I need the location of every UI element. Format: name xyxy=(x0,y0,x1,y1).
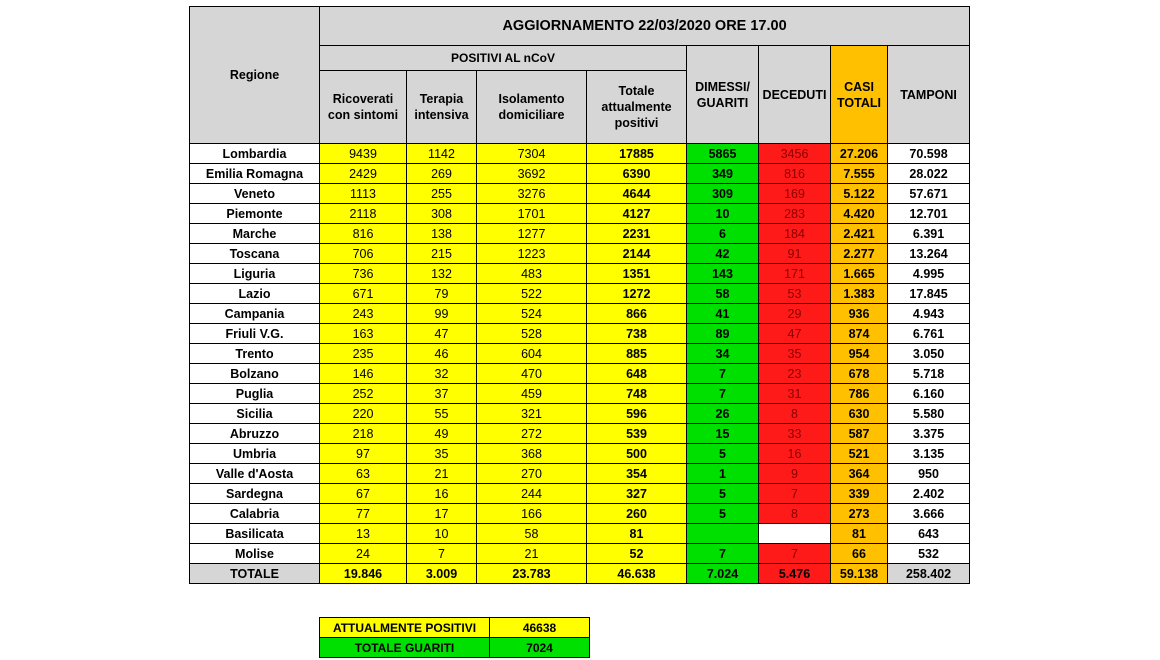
cell-regione: Veneto xyxy=(190,184,320,204)
cell-tamponi: 12.701 xyxy=(888,204,970,224)
summary-row-positivi xyxy=(320,618,590,638)
header-casi-totali: CASI TOTALI xyxy=(831,46,888,144)
cell-isolamento: 459 xyxy=(477,384,587,404)
summary-table xyxy=(319,617,590,658)
cell-casi-totali: 7.555 xyxy=(831,164,888,184)
cell-ricoverati: 671 xyxy=(320,284,407,304)
summary-positivi-value: 46638 xyxy=(490,618,590,638)
cell-ricoverati: 24 xyxy=(320,544,407,564)
cell-regione: Molise xyxy=(190,544,320,564)
cell-casi-totali: 630 xyxy=(831,404,888,424)
cell-casi-totali: 1.665 xyxy=(831,264,888,284)
cell-totale-positivi: 539 xyxy=(587,424,687,444)
cell-isolamento: 58 xyxy=(477,524,587,544)
cell-isolamento: 522 xyxy=(477,284,587,304)
cell-ricoverati: 19.846 xyxy=(320,564,407,584)
cell-casi-totali: 521 xyxy=(831,444,888,464)
cell-terapia: 55 xyxy=(407,404,477,424)
cell-dimessi: 349 xyxy=(687,164,759,184)
cell-totale-positivi: 738 xyxy=(587,324,687,344)
cell-casi-totali: 678 xyxy=(831,364,888,384)
cell-terapia: 99 xyxy=(407,304,477,324)
cell-tamponi: 28.022 xyxy=(888,164,970,184)
cell-terapia: 79 xyxy=(407,284,477,304)
cell-dimessi: 7 xyxy=(687,364,759,384)
total-row xyxy=(190,564,970,584)
cell-ricoverati: 235 xyxy=(320,344,407,364)
cell-totale-positivi: 500 xyxy=(587,444,687,464)
cell-tamponi: 5.718 xyxy=(888,364,970,384)
cell-ricoverati: 218 xyxy=(320,424,407,444)
cell-deceduti: 35 xyxy=(759,344,831,364)
cell-deceduti: 29 xyxy=(759,304,831,324)
cell-isolamento: 270 xyxy=(477,464,587,484)
cell-deceduti: 8 xyxy=(759,504,831,524)
cell-totale-positivi: 354 xyxy=(587,464,687,484)
cell-ricoverati: 816 xyxy=(320,224,407,244)
cell-deceduti: 7 xyxy=(759,544,831,564)
table-row xyxy=(190,144,970,164)
cell-totale-positivi: 6390 xyxy=(587,164,687,184)
cell-totale-positivi: 4644 xyxy=(587,184,687,204)
cell-dimessi: 42 xyxy=(687,244,759,264)
cell-deceduti: 16 xyxy=(759,444,831,464)
header-dimessi: DIMESSI/ GUARITI xyxy=(687,46,759,144)
cell-regione: Sicilia xyxy=(190,404,320,424)
cell-regione: TOTALE xyxy=(190,564,320,584)
header-terapia: Terapia intensiva xyxy=(407,71,477,144)
table-row xyxy=(190,164,970,184)
cell-deceduti: 31 xyxy=(759,384,831,404)
cell-dimessi: 309 xyxy=(687,184,759,204)
cell-casi-totali: 4.420 xyxy=(831,204,888,224)
cell-regione: Trento xyxy=(190,344,320,364)
cell-totale-positivi: 52 xyxy=(587,544,687,564)
cell-tamponi: 258.402 xyxy=(888,564,970,584)
cell-dimessi: 5 xyxy=(687,504,759,524)
cell-dimessi: 7 xyxy=(687,384,759,404)
cell-tamponi: 5.580 xyxy=(888,404,970,424)
table-row xyxy=(190,424,970,444)
cell-dimessi: 15 xyxy=(687,424,759,444)
cell-terapia: 37 xyxy=(407,384,477,404)
cell-isolamento: 524 xyxy=(477,304,587,324)
cell-dimessi: 10 xyxy=(687,204,759,224)
cell-tamponi: 3.050 xyxy=(888,344,970,364)
table-row xyxy=(190,324,970,344)
cell-isolamento: 3692 xyxy=(477,164,587,184)
cell-isolamento: 1701 xyxy=(477,204,587,224)
cell-terapia: 32 xyxy=(407,364,477,384)
cell-casi-totali: 954 xyxy=(831,344,888,364)
cell-ricoverati: 13 xyxy=(320,524,407,544)
cell-dimessi: 26 xyxy=(687,404,759,424)
cell-totale-positivi: 748 xyxy=(587,384,687,404)
cell-terapia: 47 xyxy=(407,324,477,344)
cell-isolamento: 483 xyxy=(477,264,587,284)
cell-totale-positivi: 46.638 xyxy=(587,564,687,584)
cell-totale-positivi: 327 xyxy=(587,484,687,504)
cell-dimessi: 7 xyxy=(687,544,759,564)
cell-dimessi: 5 xyxy=(687,444,759,464)
cell-casi-totali: 273 xyxy=(831,504,888,524)
cell-tamponi: 57.671 xyxy=(888,184,970,204)
cell-casi-totali: 2.421 xyxy=(831,224,888,244)
cell-tamponi: 3.135 xyxy=(888,444,970,464)
cell-tamponi: 532 xyxy=(888,544,970,564)
cell-dimessi: 7.024 xyxy=(687,564,759,584)
cell-isolamento: 470 xyxy=(477,364,587,384)
cell-isolamento: 1223 xyxy=(477,244,587,264)
table-row xyxy=(190,204,970,224)
cell-isolamento: 321 xyxy=(477,404,587,424)
cell-regione: Puglia xyxy=(190,384,320,404)
cell-casi-totali: 587 xyxy=(831,424,888,444)
cell-regione: Abruzzo xyxy=(190,424,320,444)
cell-tamponi: 3.666 xyxy=(888,504,970,524)
cell-terapia: 132 xyxy=(407,264,477,284)
cell-tamponi: 6.160 xyxy=(888,384,970,404)
cell-ricoverati: 146 xyxy=(320,364,407,384)
table-row xyxy=(190,304,970,324)
cell-casi-totali: 339 xyxy=(831,484,888,504)
cell-regione: Lombardia xyxy=(190,144,320,164)
cell-isolamento: 166 xyxy=(477,504,587,524)
cell-ricoverati: 243 xyxy=(320,304,407,324)
cell-dimessi: 5 xyxy=(687,484,759,504)
cell-regione: Liguria xyxy=(190,264,320,284)
cell-regione: Valle d'Aosta xyxy=(190,464,320,484)
cell-terapia: 49 xyxy=(407,424,477,444)
summary-guariti-value: 7024 xyxy=(490,638,590,658)
cell-isolamento: 272 xyxy=(477,424,587,444)
summary-row-guariti xyxy=(320,638,590,658)
table-row xyxy=(190,444,970,464)
table-row xyxy=(190,484,970,504)
header-regione: Regione xyxy=(190,7,320,144)
cell-regione: Umbria xyxy=(190,444,320,464)
cell-casi-totali: 66 xyxy=(831,544,888,564)
cell-casi-totali: 27.206 xyxy=(831,144,888,164)
cell-deceduti: 23 xyxy=(759,364,831,384)
summary-guariti-label: TOTALE GUARITI xyxy=(320,638,490,658)
cell-tamponi: 950 xyxy=(888,464,970,484)
cell-dimessi: 143 xyxy=(687,264,759,284)
header-isolamento: Isolamento domiciliare xyxy=(477,71,587,144)
table-body xyxy=(190,144,970,584)
cell-tamponi: 13.264 xyxy=(888,244,970,264)
cell-ricoverati: 706 xyxy=(320,244,407,264)
cell-totale-positivi: 4127 xyxy=(587,204,687,224)
cell-regione: Sardegna xyxy=(190,484,320,504)
cell-terapia: 16 xyxy=(407,484,477,504)
cell-tamponi: 643 xyxy=(888,524,970,544)
table-row xyxy=(190,524,970,544)
cell-deceduti xyxy=(759,524,831,544)
cell-ricoverati: 67 xyxy=(320,484,407,504)
cell-totale-positivi: 596 xyxy=(587,404,687,424)
cell-terapia: 46 xyxy=(407,344,477,364)
cell-terapia: 215 xyxy=(407,244,477,264)
cell-ricoverati: 77 xyxy=(320,504,407,524)
cell-dimessi: 58 xyxy=(687,284,759,304)
cell-tamponi: 3.375 xyxy=(888,424,970,444)
cell-regione: Toscana xyxy=(190,244,320,264)
cell-ricoverati: 1113 xyxy=(320,184,407,204)
table-row xyxy=(190,264,970,284)
cell-ricoverati: 736 xyxy=(320,264,407,284)
table-row xyxy=(190,464,970,484)
table-title: AGGIORNAMENTO 22/03/2020 ORE 17.00 xyxy=(320,7,970,46)
cell-dimessi: 89 xyxy=(687,324,759,344)
cell-terapia: 10 xyxy=(407,524,477,544)
cell-tamponi: 4.943 xyxy=(888,304,970,324)
cell-casi-totali: 1.383 xyxy=(831,284,888,304)
cell-ricoverati: 163 xyxy=(320,324,407,344)
cell-dimessi: 6 xyxy=(687,224,759,244)
cell-totale-positivi: 81 xyxy=(587,524,687,544)
cell-terapia: 308 xyxy=(407,204,477,224)
table-row xyxy=(190,544,970,564)
cell-ricoverati: 2429 xyxy=(320,164,407,184)
cell-tamponi: 17.845 xyxy=(888,284,970,304)
cell-regione: Campania xyxy=(190,304,320,324)
cell-regione: Marche xyxy=(190,224,320,244)
table-row xyxy=(190,284,970,304)
cell-casi-totali: 59.138 xyxy=(831,564,888,584)
cell-terapia: 17 xyxy=(407,504,477,524)
cell-isolamento: 604 xyxy=(477,344,587,364)
cell-dimessi: 41 xyxy=(687,304,759,324)
cell-tamponi: 2.402 xyxy=(888,484,970,504)
cell-deceduti: 5.476 xyxy=(759,564,831,584)
cell-totale-positivi: 1272 xyxy=(587,284,687,304)
cell-dimessi: 5865 xyxy=(687,144,759,164)
cell-deceduti: 283 xyxy=(759,204,831,224)
cell-totale-positivi: 17885 xyxy=(587,144,687,164)
cell-deceduti: 7 xyxy=(759,484,831,504)
cell-terapia: 255 xyxy=(407,184,477,204)
cell-ricoverati: 9439 xyxy=(320,144,407,164)
table-row xyxy=(190,384,970,404)
cell-isolamento: 368 xyxy=(477,444,587,464)
cell-ricoverati: 97 xyxy=(320,444,407,464)
cell-isolamento: 3276 xyxy=(477,184,587,204)
cell-terapia: 21 xyxy=(407,464,477,484)
cell-deceduti: 171 xyxy=(759,264,831,284)
cell-dimessi xyxy=(687,524,759,544)
cell-deceduti: 47 xyxy=(759,324,831,344)
cell-terapia: 1142 xyxy=(407,144,477,164)
header-positivi-group: POSITIVI AL nCoV xyxy=(320,46,687,71)
cell-totale-positivi: 2144 xyxy=(587,244,687,264)
cell-casi-totali: 936 xyxy=(831,304,888,324)
cell-regione: Emilia Romagna xyxy=(190,164,320,184)
cell-ricoverati: 63 xyxy=(320,464,407,484)
cell-regione: Lazio xyxy=(190,284,320,304)
cell-dimessi: 1 xyxy=(687,464,759,484)
cell-totale-positivi: 866 xyxy=(587,304,687,324)
cell-deceduti: 53 xyxy=(759,284,831,304)
cell-regione: Bolzano xyxy=(190,364,320,384)
cell-deceduti: 91 xyxy=(759,244,831,264)
cell-casi-totali: 364 xyxy=(831,464,888,484)
table-row xyxy=(190,344,970,364)
table-row xyxy=(190,404,970,424)
cell-isolamento: 7304 xyxy=(477,144,587,164)
cell-totale-positivi: 648 xyxy=(587,364,687,384)
table-row xyxy=(190,504,970,524)
cell-casi-totali: 874 xyxy=(831,324,888,344)
cell-terapia: 7 xyxy=(407,544,477,564)
cell-isolamento: 244 xyxy=(477,484,587,504)
cell-regione: Piemonte xyxy=(190,204,320,224)
cell-deceduti: 184 xyxy=(759,224,831,244)
cell-terapia: 3.009 xyxy=(407,564,477,584)
cell-ricoverati: 252 xyxy=(320,384,407,404)
cell-deceduti: 8 xyxy=(759,404,831,424)
cell-totale-positivi: 1351 xyxy=(587,264,687,284)
table-row xyxy=(190,184,970,204)
cell-deceduti: 33 xyxy=(759,424,831,444)
cell-tamponi: 70.598 xyxy=(888,144,970,164)
cell-terapia: 138 xyxy=(407,224,477,244)
header-deceduti: DECEDUTI xyxy=(759,46,831,144)
cell-tamponi: 4.995 xyxy=(888,264,970,284)
header-tamponi: TAMPONI xyxy=(888,46,970,144)
summary-positivi-label: ATTUALMENTE POSITIVI xyxy=(320,618,490,638)
cell-isolamento: 528 xyxy=(477,324,587,344)
table-row xyxy=(190,224,970,244)
cell-deceduti: 169 xyxy=(759,184,831,204)
cell-deceduti: 9 xyxy=(759,464,831,484)
cell-regione: Friuli V.G. xyxy=(190,324,320,344)
cell-regione: Calabria xyxy=(190,504,320,524)
cell-terapia: 269 xyxy=(407,164,477,184)
cell-totale-positivi: 885 xyxy=(587,344,687,364)
cell-isolamento: 1277 xyxy=(477,224,587,244)
cell-casi-totali: 5.122 xyxy=(831,184,888,204)
cell-tamponi: 6.761 xyxy=(888,324,970,344)
cell-casi-totali: 2.277 xyxy=(831,244,888,264)
cell-terapia: 35 xyxy=(407,444,477,464)
cell-dimessi: 34 xyxy=(687,344,759,364)
cell-totale-positivi: 2231 xyxy=(587,224,687,244)
table-row xyxy=(190,364,970,384)
cell-totale-positivi: 260 xyxy=(587,504,687,524)
cell-ricoverati: 2118 xyxy=(320,204,407,224)
cell-isolamento: 21 xyxy=(477,544,587,564)
covid-data-table xyxy=(189,6,970,584)
header-ricoverati: Ricoverati con sintomi xyxy=(320,71,407,144)
cell-regione: Basilicata xyxy=(190,524,320,544)
cell-casi-totali: 786 xyxy=(831,384,888,404)
cell-isolamento: 23.783 xyxy=(477,564,587,584)
cell-tamponi: 6.391 xyxy=(888,224,970,244)
header-totale-positivi: Totale attualmente positivi xyxy=(587,71,687,144)
cell-casi-totali: 81 xyxy=(831,524,888,544)
cell-deceduti: 3456 xyxy=(759,144,831,164)
cell-deceduti: 816 xyxy=(759,164,831,184)
table-row xyxy=(190,244,970,264)
cell-ricoverati: 220 xyxy=(320,404,407,424)
